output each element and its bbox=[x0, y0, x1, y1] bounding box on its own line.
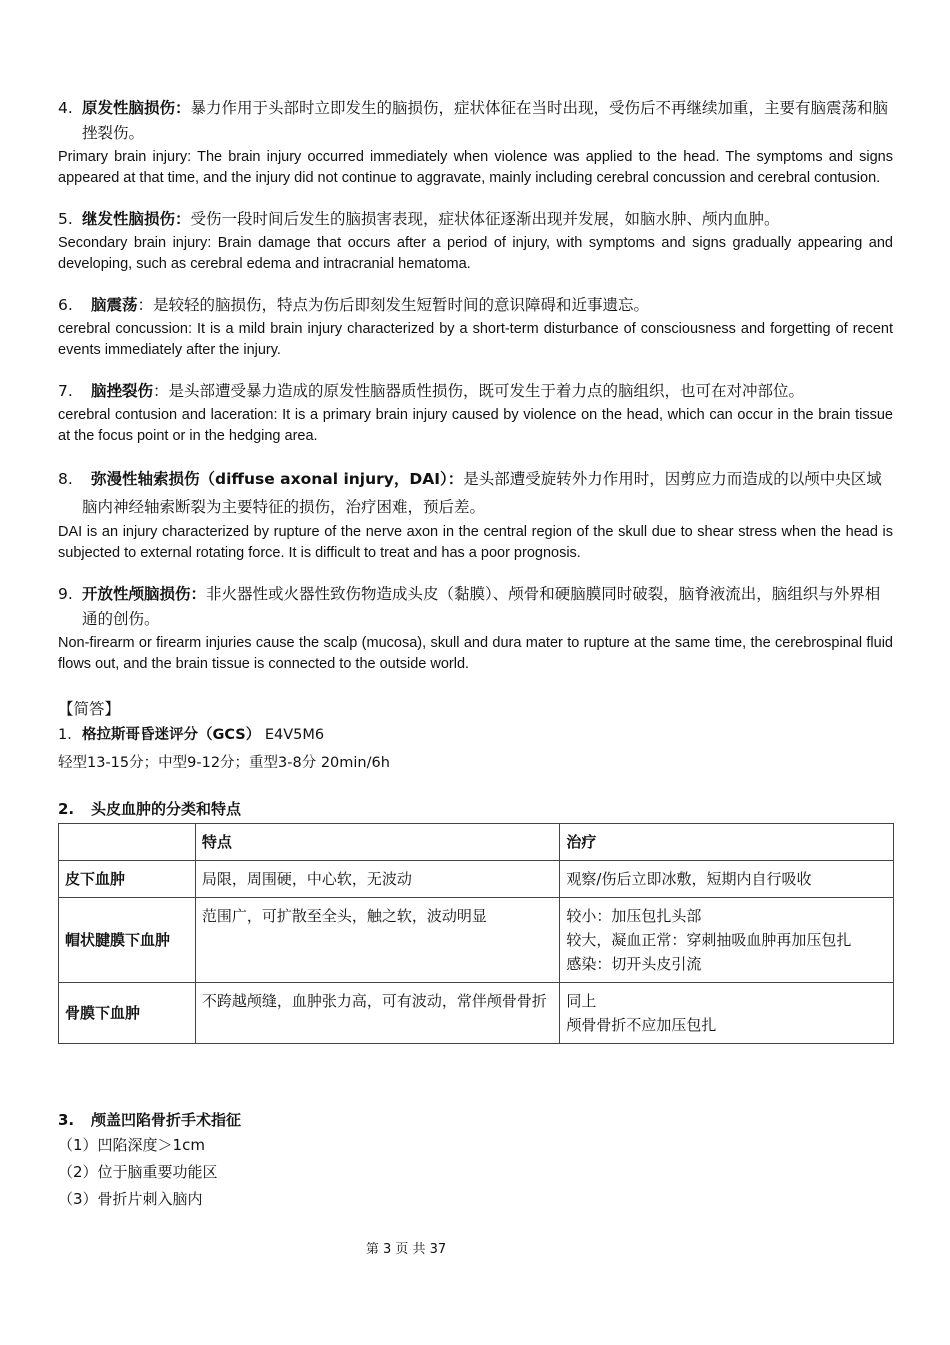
definition-5 bbox=[58, 207, 893, 275]
term: 继发性脑损伤： bbox=[82, 210, 191, 228]
row-type: 皮下血肿 bbox=[59, 861, 196, 898]
section-label: 【简答】 bbox=[58, 700, 121, 718]
table-header-row bbox=[59, 824, 894, 861]
question-title: 格拉斯哥昏迷评分（GCS） bbox=[82, 727, 261, 743]
gcs-value: E4V5M6 bbox=[264, 727, 325, 743]
english-translation: Primary brain injury: The brain injury occurred immediately when violence was applied to the head. The symptoms and signs appeared at that time, and the injury did not continue to aggravate, mainly including cerebral concussion and cerebral contusion. bbox=[58, 149, 893, 186]
definition-6 bbox=[58, 293, 893, 361]
item-number: 3. bbox=[58, 1111, 75, 1129]
row-treatment bbox=[560, 861, 894, 898]
row-feature bbox=[195, 861, 560, 898]
definition-text: 非火器性或火器性致伤物造成头皮（黏膜）、颅骨和硬脑膜同时破裂，脑脊液流出，脑组织与外界相通的创伤。 bbox=[82, 585, 881, 628]
list-item: （2）位于脑重要功能区 bbox=[58, 1163, 218, 1181]
item-number: 6. bbox=[58, 296, 73, 314]
item-number: 4. bbox=[58, 99, 73, 117]
definition-text: 是头部遭受旋转外力作用时，因剪应力而造成的以颅中央区域脑内神经轴索断裂为主要特征的损伤，治疗困难，预后差。 bbox=[82, 470, 882, 516]
definition-text: ：是较轻的脑损伤，特点为伤后即刻发生短暂时间的意识障碍和近事遗忘。 bbox=[137, 296, 650, 314]
feature-line: 范围广，可扩散至全头，触之软，波动明显 bbox=[201, 907, 487, 925]
definition-7 bbox=[58, 379, 893, 447]
english-translation: Secondary brain injury: Brain damage that occurs after a period of injury, with symptoms and signs gradually appearing and developing, such as cerebral edema and intracranial hematoma. bbox=[58, 235, 893, 272]
term: 原发性脑损伤： bbox=[82, 99, 191, 117]
table-header-cell: 特点 bbox=[195, 824, 560, 861]
english-translation: cerebral contusion and laceration: It is a primary brain injury caused by violence on the head, which can occur in the brain tissue at the focus point or in the hedging area. bbox=[58, 407, 893, 444]
hematoma-table bbox=[58, 823, 894, 1044]
table-header-cell: 治疗 bbox=[560, 824, 894, 861]
row-feature bbox=[195, 983, 560, 1044]
row-type: 骨膜下血肿 bbox=[59, 983, 196, 1044]
definition-8 bbox=[58, 465, 893, 564]
definition-text: 受伤一段时间后发生的脑损害表现，症状体征逐渐出现并发展，如脑水肿、颅内血肿。 bbox=[190, 210, 780, 228]
treatment-line: 感染：切开头皮引流 bbox=[566, 955, 702, 973]
feature-line: 不跨越颅缝，血肿张力高，可有波动，常伴颅骨骨折 bbox=[201, 992, 547, 1010]
term: 弥漫性轴索损伤（diffuse axonal injury，DAI）： bbox=[91, 470, 464, 488]
item-number: 5. bbox=[58, 210, 73, 228]
gcs-grading: 轻型13-15分；中型9-12分；重型3-8分 20min/6h bbox=[58, 755, 390, 771]
term: 脑挫裂伤 bbox=[91, 382, 154, 400]
feature-line: 局限，周围硬，中心软，无波动 bbox=[201, 870, 412, 888]
english-translation: DAI is an injury characterized by rupture of the nerve axon in the central region of the skull due to shear stress when the head is subjected to external rotating force. It is difficult to treat and has a poor prognosis. bbox=[58, 524, 893, 561]
term: 开放性颅脑损伤： bbox=[82, 585, 207, 603]
document-page bbox=[58, 96, 893, 1213]
item-number: 1. bbox=[58, 727, 72, 743]
list-item: （3）骨折片刺入脑内 bbox=[58, 1190, 203, 1208]
english-translation: Non-firearm or firearm injuries cause the scalp (mucosa), skull and dura mater to rupture at the same time, the cerebrospinal fluid flows out, and the brain tissue is connected to the outside world. bbox=[58, 635, 893, 672]
item-number: 2. bbox=[58, 800, 75, 818]
row-treatment bbox=[560, 983, 894, 1044]
treatment-line: 颅骨骨折不应加压包扎 bbox=[566, 1016, 717, 1034]
list-item: （1）凹陷深度＞1cm bbox=[58, 1136, 205, 1154]
row-type: 帽状腱膜下血肿 bbox=[59, 898, 196, 983]
table-row bbox=[59, 861, 894, 898]
row-treatment bbox=[560, 898, 894, 983]
item-number: 9. bbox=[58, 585, 73, 603]
item-number: 8. bbox=[58, 470, 73, 488]
table-row bbox=[59, 898, 894, 983]
term: 脑震荡 bbox=[91, 296, 138, 314]
question-title: 颅盖凹陷骨折手术指征 bbox=[91, 1111, 242, 1129]
treatment-line: 同上 bbox=[566, 992, 597, 1010]
question-1 bbox=[58, 723, 893, 747]
page-footer: 第 3 页 共 37 bbox=[365, 1242, 447, 1257]
row-feature bbox=[195, 898, 560, 983]
table-row bbox=[59, 983, 894, 1044]
english-translation: cerebral concussion: It is a mild brain injury characterized by a short-term disturbance of consciousness and forgetting of recent events immediately after the injury. bbox=[58, 321, 893, 358]
question-title: 头皮血肿的分类和特点 bbox=[91, 800, 242, 818]
treatment-line: 观察/伤后立即冰敷，短期内自行吸收 bbox=[566, 870, 812, 888]
definition-text: 暴力作用于头部时立即发生的脑损伤，症状体征在当时出现，受伤后不再继续加重，主要有脑震荡和脑挫裂伤。 bbox=[82, 99, 889, 142]
definition-9 bbox=[58, 582, 893, 675]
table-header-cell bbox=[59, 824, 196, 861]
question-2 bbox=[58, 797, 893, 821]
treatment-line: 较大，凝血正常：穿刺抽吸血肿再加压包扎 bbox=[566, 931, 852, 949]
definition-4 bbox=[58, 96, 893, 189]
definition-text: ：是头部遭受暴力造成的原发性脑器质性损伤，既可发生于着力点的脑组织，也可在对冲部位。 bbox=[153, 382, 805, 400]
question-3 bbox=[58, 1108, 893, 1132]
treatment-line: 较小：加压包扎头部 bbox=[566, 907, 702, 925]
item-number: 7. bbox=[58, 382, 73, 400]
